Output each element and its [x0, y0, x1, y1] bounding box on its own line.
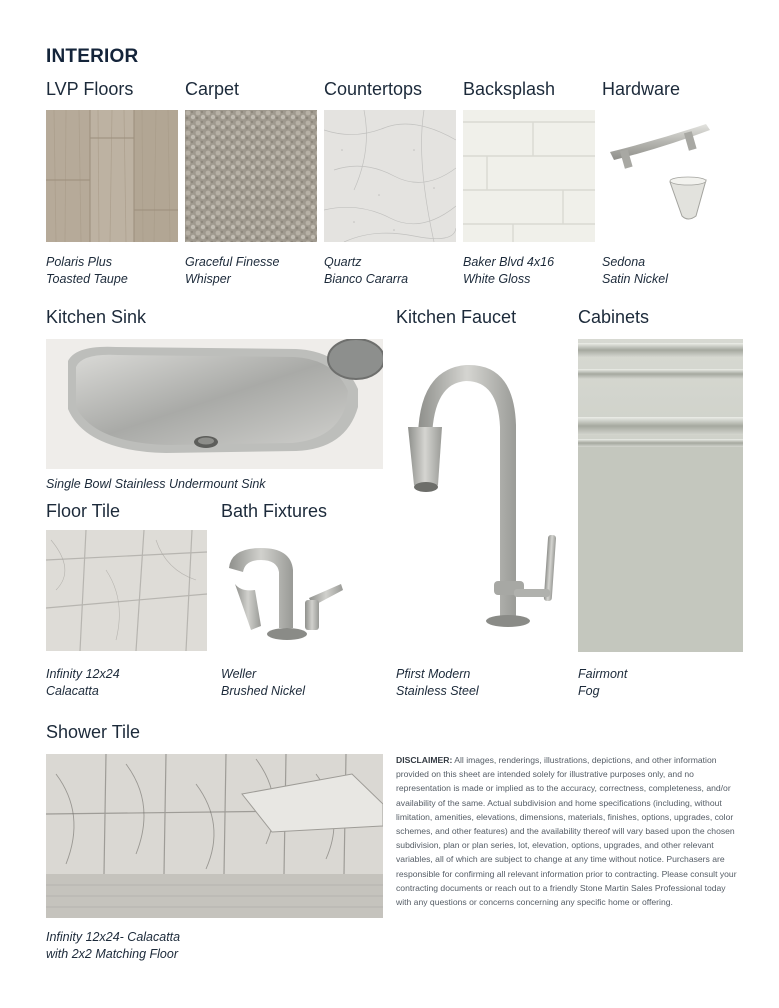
bath-fixtures-finish-name: Brushed Nickel: [221, 684, 306, 698]
countertops-material: Quartz: [324, 255, 362, 269]
kitchen-faucet-product-name: Pfirst Modern: [396, 667, 471, 681]
kitchen-faucet-finish-name: Stainless Steel: [396, 684, 479, 698]
carpet-color-name: Whisper: [185, 272, 231, 286]
carpet-heading: Carpet: [185, 79, 240, 99]
cabinets-style-name: Fairmont: [578, 667, 628, 681]
hardware-pull-knob-image: [602, 110, 734, 242]
hardware-product-name: Sedona: [602, 255, 646, 269]
backsplash-caption: [463, 254, 554, 288]
kitchen-faucet-heading: Kitchen Faucet: [396, 307, 517, 327]
shower-tile-heading: Shower Tile: [46, 722, 141, 742]
floor-tile-swatch: [46, 530, 207, 651]
backsplash-heading: Backsplash: [463, 79, 556, 99]
cabinets-color-name: Fog: [578, 684, 600, 698]
carpet-product-name: Graceful Finesse: [185, 255, 280, 269]
kitchen-sink-caption: Single Bowl Stainless Undermount Sink: [46, 477, 266, 491]
countertop-quartz-swatch: [324, 110, 456, 242]
carpet-swatch: [185, 110, 317, 242]
countertops-caption: [324, 254, 408, 288]
lvp-product-name: Polaris Plus: [46, 255, 112, 269]
section-title: INTERIOR: [46, 46, 139, 67]
shower-tile-caption: [46, 929, 180, 963]
cabinets-caption: [578, 666, 627, 700]
bath-fixtures-image: [221, 540, 346, 645]
cabinets-heading: Cabinets: [578, 307, 650, 327]
hardware-caption: [602, 254, 668, 288]
countertops-color-name: Bianco Cararra: [324, 272, 409, 286]
shower-tile-product-name: Infinity 12x24- Calacatta: [46, 930, 181, 944]
kitchen-faucet-image: [396, 345, 566, 635]
floor-tile-caption: [46, 666, 120, 700]
floor-tile-color-name: Calacatta: [46, 684, 99, 698]
backsplash-tile-swatch: [463, 110, 595, 242]
hardware-finish-name: Satin Nickel: [602, 272, 668, 286]
disclaimer-label: DISCLAIMER:: [396, 755, 453, 765]
lvp-color-name: Toasted Taupe: [46, 272, 128, 286]
kitchen-sink-image: [46, 339, 383, 469]
bath-fixtures-product-name: Weller: [221, 667, 257, 681]
floor-tile-heading: Floor Tile: [46, 501, 121, 521]
bath-fixtures-heading: Bath Fixtures: [221, 501, 328, 521]
disclaimer: [396, 753, 738, 909]
kitchen-sink-heading: Kitchen Sink: [46, 307, 147, 327]
shower-tile-image: [46, 754, 383, 918]
floor-tile-product-name: Infinity 12x24: [46, 667, 120, 681]
lvp-floors-heading: LVP Floors: [46, 79, 134, 99]
backsplash-product-name: Baker Blvd 4x16: [463, 255, 555, 269]
lvp-floor-swatch: [46, 110, 178, 242]
bath-fixtures-caption: [221, 666, 305, 700]
disclaimer-text: All images, renderings, illustrations, depictions, and other information provided on this sheet are intended solely for illustrative purposes only, and no representation is made or implied as to the accuracy, correctness, completeness, and/or availability of the same. Actual subdivision and home specifications (including, without limitation, amenities, elevations, dimensions, materials, finishes, options, upgrades, color schemes, and other features) and the availability thereof will vary based upon the chosen subdivision, plan or plan series, lot, elevation, options, upgrades, and other relevant variables, all of which are subject to change at any time without notice. Purchasers are responsible for confirming all relevant information prior to contracting. Please consult your contracting documents or reach out to a friendly Stone Martin Sales Professional today with any questions or concerns concerning any specific home or offering.: [396, 755, 737, 908]
lvp-caption: [46, 254, 128, 288]
carpet-caption: [185, 254, 279, 288]
cabinet-door-swatch: [578, 339, 743, 652]
countertops-heading: Countertops: [324, 79, 423, 99]
hardware-heading: Hardware: [602, 79, 681, 99]
kitchen-faucet-caption: [396, 666, 479, 700]
shower-tile-floor-note: with 2x2 Matching Floor: [46, 947, 179, 961]
backsplash-color-name: White Gloss: [463, 272, 531, 286]
